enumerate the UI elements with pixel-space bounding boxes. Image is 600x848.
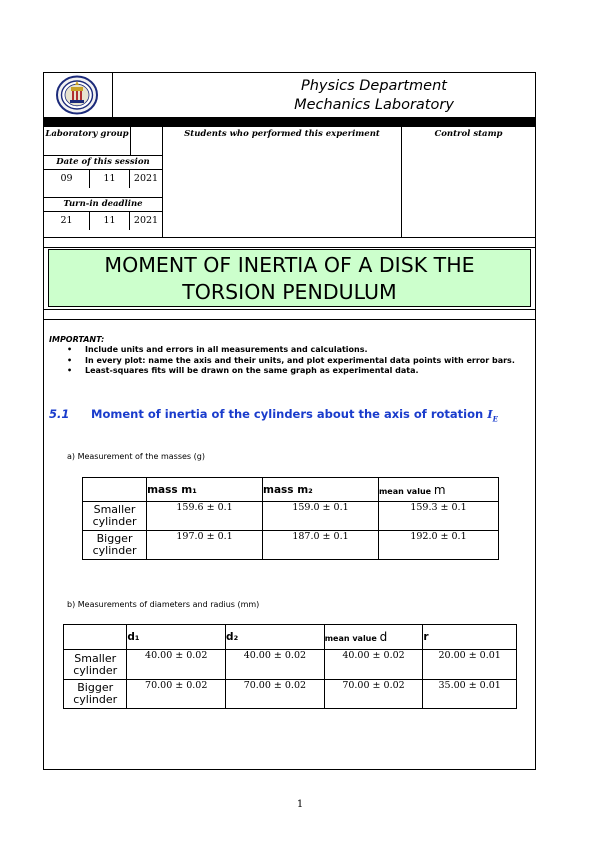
important-heading: IMPORTANT: — [49, 335, 105, 344]
control-stamp-column — [402, 127, 535, 237]
corner-cell — [83, 478, 147, 502]
column-header: r — [423, 625, 517, 650]
deadline-month: 11 — [90, 212, 130, 230]
important-list — [49, 345, 533, 377]
column-header: mass m₁ — [147, 478, 263, 502]
symbol-subscript: E — [492, 414, 498, 424]
important-notes — [49, 335, 533, 377]
university-seal-logo — [55, 75, 99, 115]
section-title: Moment of inertia of the cylinders about the axis of rotation — [91, 407, 484, 421]
table-cell: 40.00 ± 0.02 — [324, 650, 423, 680]
table-row — [64, 650, 517, 680]
column-header: d₁ — [127, 625, 226, 650]
column-header: d₂ — [226, 625, 325, 650]
row-label: Smaller cylinder — [83, 502, 147, 531]
table-cell: 197.0 ± 0.1 — [147, 531, 263, 560]
deadline-year: 2021 — [133, 215, 159, 226]
diameters-caption: b) Measurements of diameters and radius (mm) — [67, 600, 260, 609]
title-line-2: TORSION PENDULUM — [182, 280, 397, 304]
mean-symbol: m — [433, 482, 446, 497]
date-year: 2021 — [133, 173, 159, 184]
important-item: • Include units and errors in all measurements and calculations. — [49, 345, 533, 356]
column-header — [378, 478, 498, 502]
table-cell: 159.0 ± 0.1 — [263, 502, 379, 531]
divider — [44, 155, 162, 156]
divider — [44, 237, 535, 238]
session-info-block — [44, 127, 535, 237]
table-row — [83, 502, 499, 531]
divider — [44, 247, 535, 248]
header-divider-bar — [44, 117, 535, 127]
column-header — [324, 625, 423, 650]
symbol-letter: I — [487, 407, 493, 421]
table-header-row — [83, 478, 499, 502]
date-month: 11 — [90, 170, 130, 188]
masses-caption: a) Measurement of the masses (g) — [67, 452, 205, 461]
date-day: 09 — [44, 170, 90, 188]
table-cell: 40.00 ± 0.02 — [127, 650, 226, 680]
table-cell: 187.0 ± 0.1 — [263, 531, 379, 560]
lab-group-value[interactable] — [130, 127, 163, 155]
lab-group-column — [44, 127, 163, 237]
table-row — [64, 680, 517, 709]
inertia-symbol — [487, 407, 498, 424]
important-item: • In every plot: name the axis and their units, and plot experimental data points with error bars. — [49, 356, 533, 367]
laboratory-name: Mechanics Laboratory — [294, 97, 454, 113]
logo-cell — [44, 73, 113, 117]
mean-label: mean value — [324, 634, 377, 643]
mean-symbol: d — [379, 630, 388, 644]
divider — [44, 309, 535, 310]
table-cell: 159.3 ± 0.1 — [378, 502, 498, 531]
table-cell: 70.00 ± 0.02 — [127, 680, 226, 709]
date-label: Date of this session — [56, 157, 150, 167]
important-item: • Least-squares fits will be drawn on the same graph as experimental data. — [49, 366, 533, 377]
lab-group-label: Laboratory group — [45, 129, 129, 139]
section-heading — [49, 407, 498, 423]
table-cell: 70.00 ± 0.02 — [324, 680, 423, 709]
department-name: Physics Department — [301, 78, 447, 94]
table-cell: 159.6 ± 0.1 — [147, 502, 263, 531]
row-label: Bigger cylinder — [64, 680, 127, 709]
students-column[interactable] — [163, 127, 402, 237]
department-heading — [224, 77, 524, 115]
lab-report-frame — [43, 72, 536, 770]
table-cell: 192.0 ± 0.1 — [378, 531, 498, 560]
table-cell: 70.00 ± 0.02 — [226, 680, 325, 709]
experiment-title — [48, 249, 531, 307]
page-number: 1 — [296, 799, 304, 810]
mean-label: mean value — [378, 486, 432, 496]
diameters-table — [63, 624, 517, 709]
row-label: Bigger cylinder — [83, 531, 147, 560]
table-cell: 35.00 ± 0.01 — [423, 680, 517, 709]
table-cell: 40.00 ± 0.02 — [226, 650, 325, 680]
corner-cell — [64, 625, 127, 650]
section-number: 5.1 — [49, 407, 70, 421]
divider — [44, 319, 535, 320]
masses-table — [82, 477, 499, 560]
report-header — [44, 73, 535, 118]
control-stamp-label: Control stamp — [434, 129, 503, 139]
column-header: mass m₂ — [263, 478, 379, 502]
divider — [44, 197, 162, 198]
table-cell: 20.00 ± 0.01 — [423, 650, 517, 680]
students-label: Students who performed this experiment — [184, 129, 380, 139]
deadline-day: 21 — [44, 212, 90, 230]
table-header-row — [64, 625, 517, 650]
table-row — [83, 531, 499, 560]
title-line-1: MOMENT OF INERTIA OF A DISK THE — [104, 253, 475, 277]
row-label: Smaller cylinder — [64, 650, 127, 680]
deadline-label: Turn-in deadline — [63, 199, 143, 209]
